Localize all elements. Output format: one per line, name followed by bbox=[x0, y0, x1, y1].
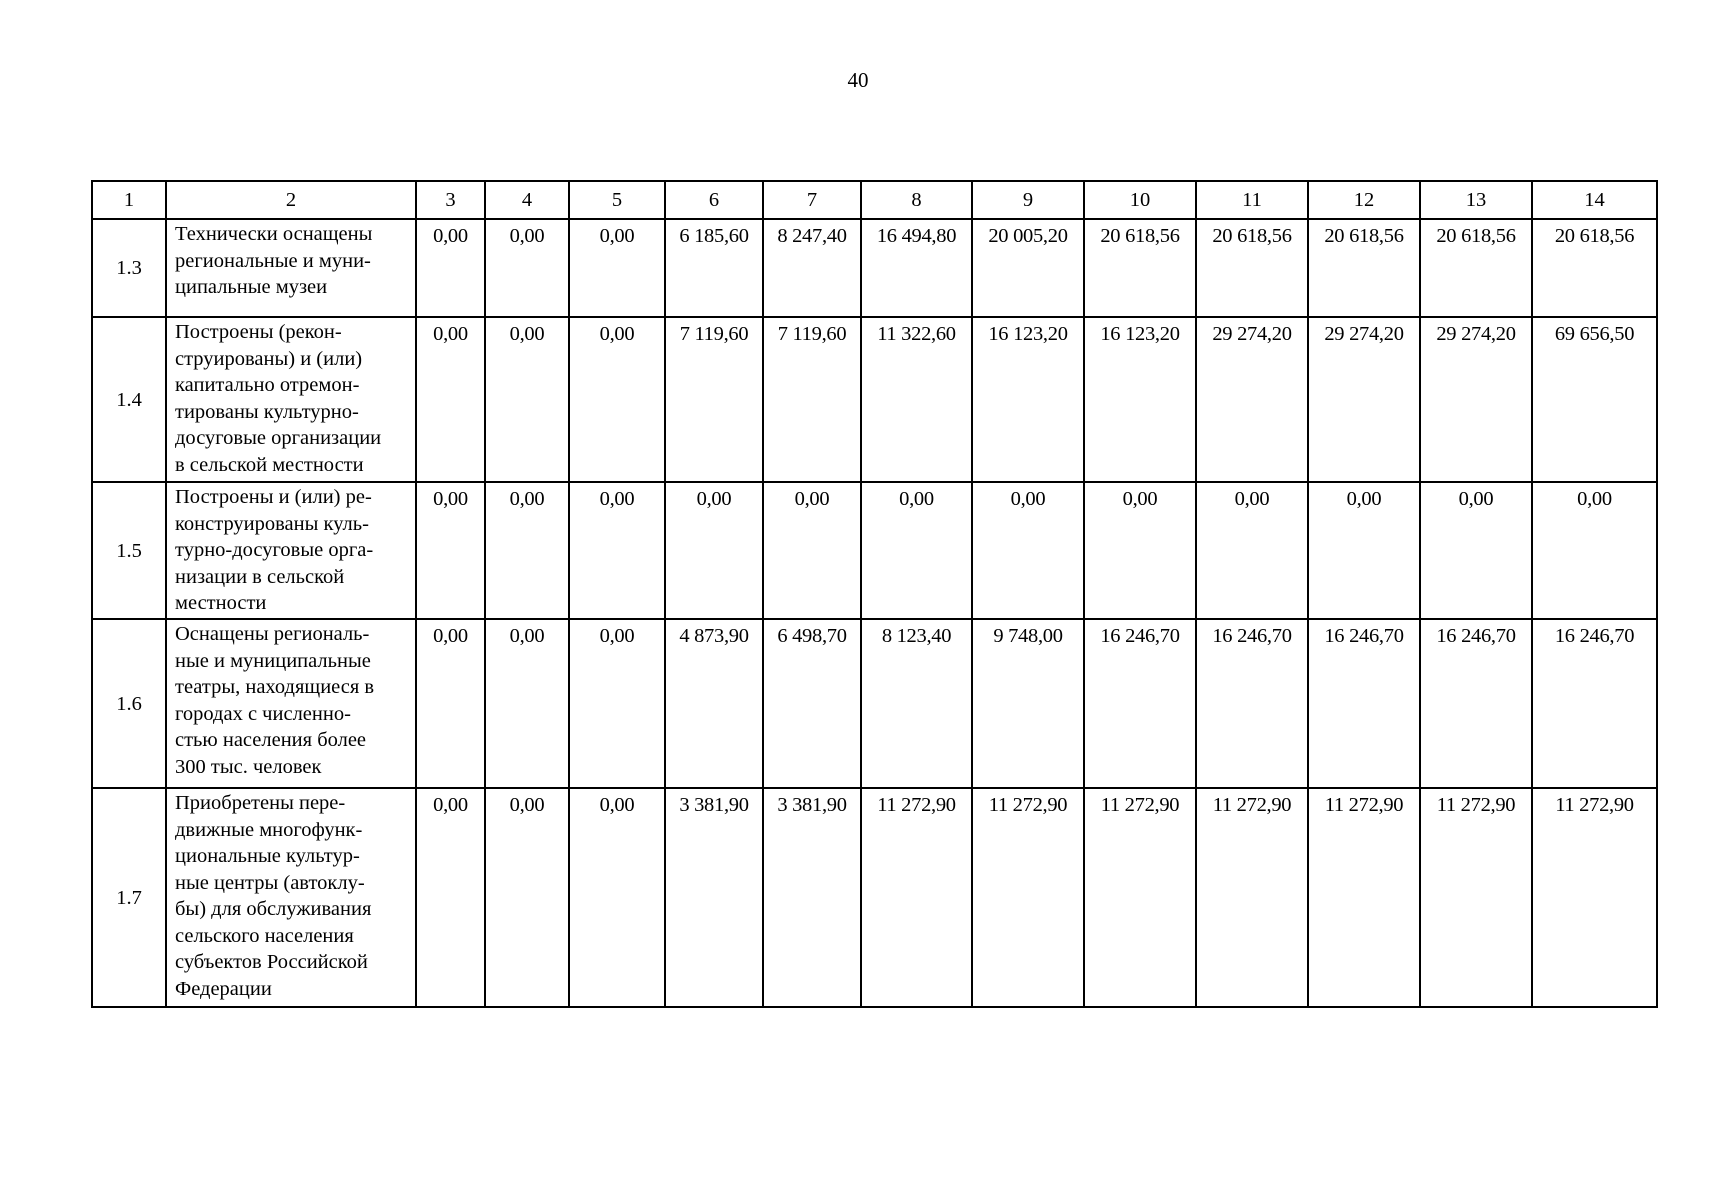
header-cell: 6 bbox=[665, 181, 763, 219]
value-cell: 0,00 bbox=[763, 482, 861, 619]
value-cell: 0,00 bbox=[861, 482, 972, 619]
description-line: региональные и муни- bbox=[175, 249, 371, 272]
description-line: стью населения более bbox=[175, 729, 367, 751]
description-line: конструированы куль- bbox=[175, 512, 369, 535]
value-cell: 11 272,90 bbox=[861, 788, 972, 1007]
value-cell: 16 123,20 bbox=[972, 317, 1084, 482]
row-description bbox=[166, 219, 416, 317]
description-line: досуговые организации bbox=[175, 427, 382, 449]
value-cell: 3 381,90 bbox=[763, 788, 861, 1007]
value-cell: 0,00 bbox=[416, 619, 485, 788]
header-cell: 5 bbox=[569, 181, 665, 219]
page-number: 40 bbox=[847, 68, 869, 92]
value-cell: 0,00 bbox=[485, 219, 569, 317]
value-cell: 20 005,20 bbox=[972, 219, 1084, 317]
value-cell: 0,00 bbox=[569, 482, 665, 619]
row-number: 1.5 bbox=[92, 482, 166, 619]
value-cell: 11 272,90 bbox=[972, 788, 1084, 1007]
value-cell: 0,00 bbox=[569, 219, 665, 317]
value-cell: 11 322,60 bbox=[861, 317, 972, 482]
value-cell: 0,00 bbox=[416, 317, 485, 482]
description-line: капитально отремон- bbox=[175, 374, 360, 396]
value-cell: 6 185,60 bbox=[665, 219, 763, 317]
description-line: Построены и (или) ре- bbox=[175, 486, 372, 508]
indicators-table bbox=[91, 180, 1658, 1008]
description-line: ные и муниципальные bbox=[175, 649, 371, 672]
row-number: 1.6 bbox=[92, 619, 166, 788]
row-number: 1.4 bbox=[92, 317, 166, 482]
description-line: турно-досуговые орга- bbox=[175, 539, 374, 561]
description-line: движные многофунк- bbox=[175, 818, 363, 841]
value-cell: 0,00 bbox=[485, 788, 569, 1007]
value-cell: 0,00 bbox=[1196, 482, 1308, 619]
value-cell: 7 119,60 bbox=[763, 317, 861, 482]
value-cell: 0,00 bbox=[416, 219, 485, 317]
description-line: театры, находящиеся в bbox=[175, 676, 375, 698]
value-cell: 11 272,90 bbox=[1308, 788, 1420, 1007]
description-line: Приобретены пере- bbox=[175, 792, 346, 814]
description-line: бы) для обслуживания bbox=[175, 898, 372, 920]
value-cell: 11 272,90 bbox=[1084, 788, 1196, 1007]
description-line: Федерации bbox=[175, 977, 272, 1000]
value-cell: 11 272,90 bbox=[1196, 788, 1308, 1007]
table-row bbox=[92, 482, 1657, 619]
value-cell: 3 381,90 bbox=[665, 788, 763, 1007]
value-cell: 11 272,90 bbox=[1532, 788, 1657, 1007]
value-cell: 16 246,70 bbox=[1084, 619, 1196, 788]
table-row bbox=[92, 317, 1657, 482]
value-cell: 20 618,56 bbox=[1532, 219, 1657, 317]
row-number: 1.3 bbox=[92, 219, 166, 317]
value-cell: 0,00 bbox=[485, 317, 569, 482]
value-cell: 0,00 bbox=[665, 482, 763, 619]
header-cell: 9 bbox=[972, 181, 1084, 219]
header-cell: 10 bbox=[1084, 181, 1196, 219]
header-cell: 14 bbox=[1532, 181, 1657, 219]
description-line: Технически оснащены bbox=[175, 223, 373, 245]
row-description bbox=[166, 317, 416, 482]
value-cell: 0,00 bbox=[416, 788, 485, 1007]
description-line: Оснащены региональ- bbox=[175, 623, 370, 645]
value-cell: 29 274,20 bbox=[1420, 317, 1532, 482]
value-cell: 0,00 bbox=[1084, 482, 1196, 619]
header-cell: 2 bbox=[166, 181, 416, 219]
header-cell: 7 bbox=[763, 181, 861, 219]
value-cell: 29 274,20 bbox=[1308, 317, 1420, 482]
header-cell: 1 bbox=[92, 181, 166, 219]
header-cell: 8 bbox=[861, 181, 972, 219]
description-line: субъектов Российской bbox=[175, 951, 368, 973]
value-cell: 29 274,20 bbox=[1196, 317, 1308, 482]
description-line: местности bbox=[175, 592, 267, 614]
description-line: тированы культурно- bbox=[175, 400, 359, 423]
value-cell: 16 246,70 bbox=[1532, 619, 1657, 788]
value-cell: 0,00 bbox=[569, 788, 665, 1007]
value-cell: 20 618,56 bbox=[1196, 219, 1308, 317]
description-line: ципальные музеи bbox=[175, 276, 328, 298]
value-cell: 0,00 bbox=[1308, 482, 1420, 619]
value-cell: 16 246,70 bbox=[1308, 619, 1420, 788]
value-cell: 20 618,56 bbox=[1308, 219, 1420, 317]
value-cell: 69 656,50 bbox=[1532, 317, 1657, 482]
description-line: городах с численно- bbox=[175, 702, 351, 725]
value-cell: 0,00 bbox=[416, 482, 485, 619]
value-cell: 6 498,70 bbox=[763, 619, 861, 788]
table-row bbox=[92, 788, 1657, 1007]
table-header-row bbox=[92, 181, 1657, 219]
description-line: ные центры (автоклу- bbox=[175, 871, 365, 894]
value-cell: 9 748,00 bbox=[972, 619, 1084, 788]
value-cell: 0,00 bbox=[569, 619, 665, 788]
table-row bbox=[92, 219, 1657, 317]
description-line: в сельской местности bbox=[175, 453, 364, 476]
value-cell: 16 246,70 bbox=[1196, 619, 1308, 788]
description-line: Построены (рекон- bbox=[175, 321, 342, 343]
row-number: 1.7 bbox=[92, 788, 166, 1007]
value-cell: 0,00 bbox=[485, 482, 569, 619]
value-cell: 8 247,40 bbox=[763, 219, 861, 317]
value-cell: 0,00 bbox=[569, 317, 665, 482]
header-cell: 11 bbox=[1196, 181, 1308, 219]
value-cell: 20 618,56 bbox=[1420, 219, 1532, 317]
header-cell: 13 bbox=[1420, 181, 1532, 219]
table-row bbox=[92, 619, 1657, 788]
value-cell: 20 618,56 bbox=[1084, 219, 1196, 317]
value-cell: 16 123,20 bbox=[1084, 317, 1196, 482]
value-cell: 0,00 bbox=[485, 619, 569, 788]
value-cell: 16 494,80 bbox=[861, 219, 972, 317]
header-cell: 12 bbox=[1308, 181, 1420, 219]
row-description bbox=[166, 482, 416, 619]
value-cell: 4 873,90 bbox=[665, 619, 763, 788]
value-cell: 0,00 bbox=[1532, 482, 1657, 619]
header-cell: 4 bbox=[485, 181, 569, 219]
value-cell: 0,00 bbox=[1420, 482, 1532, 619]
header-cell: 3 bbox=[416, 181, 485, 219]
description-line: циональные культур- bbox=[175, 845, 360, 867]
description-line: 300 тыс. человек bbox=[175, 755, 322, 778]
value-cell: 0,00 bbox=[972, 482, 1084, 619]
description-line: сельского населения bbox=[175, 924, 354, 947]
value-cell: 8 123,40 bbox=[861, 619, 972, 788]
value-cell: 16 246,70 bbox=[1420, 619, 1532, 788]
row-description bbox=[166, 619, 416, 788]
description-line: низации в сельской bbox=[175, 565, 345, 588]
description-line: струированы) и (или) bbox=[175, 347, 363, 370]
row-description bbox=[166, 788, 416, 1007]
value-cell: 7 119,60 bbox=[665, 317, 763, 482]
value-cell: 11 272,90 bbox=[1420, 788, 1532, 1007]
